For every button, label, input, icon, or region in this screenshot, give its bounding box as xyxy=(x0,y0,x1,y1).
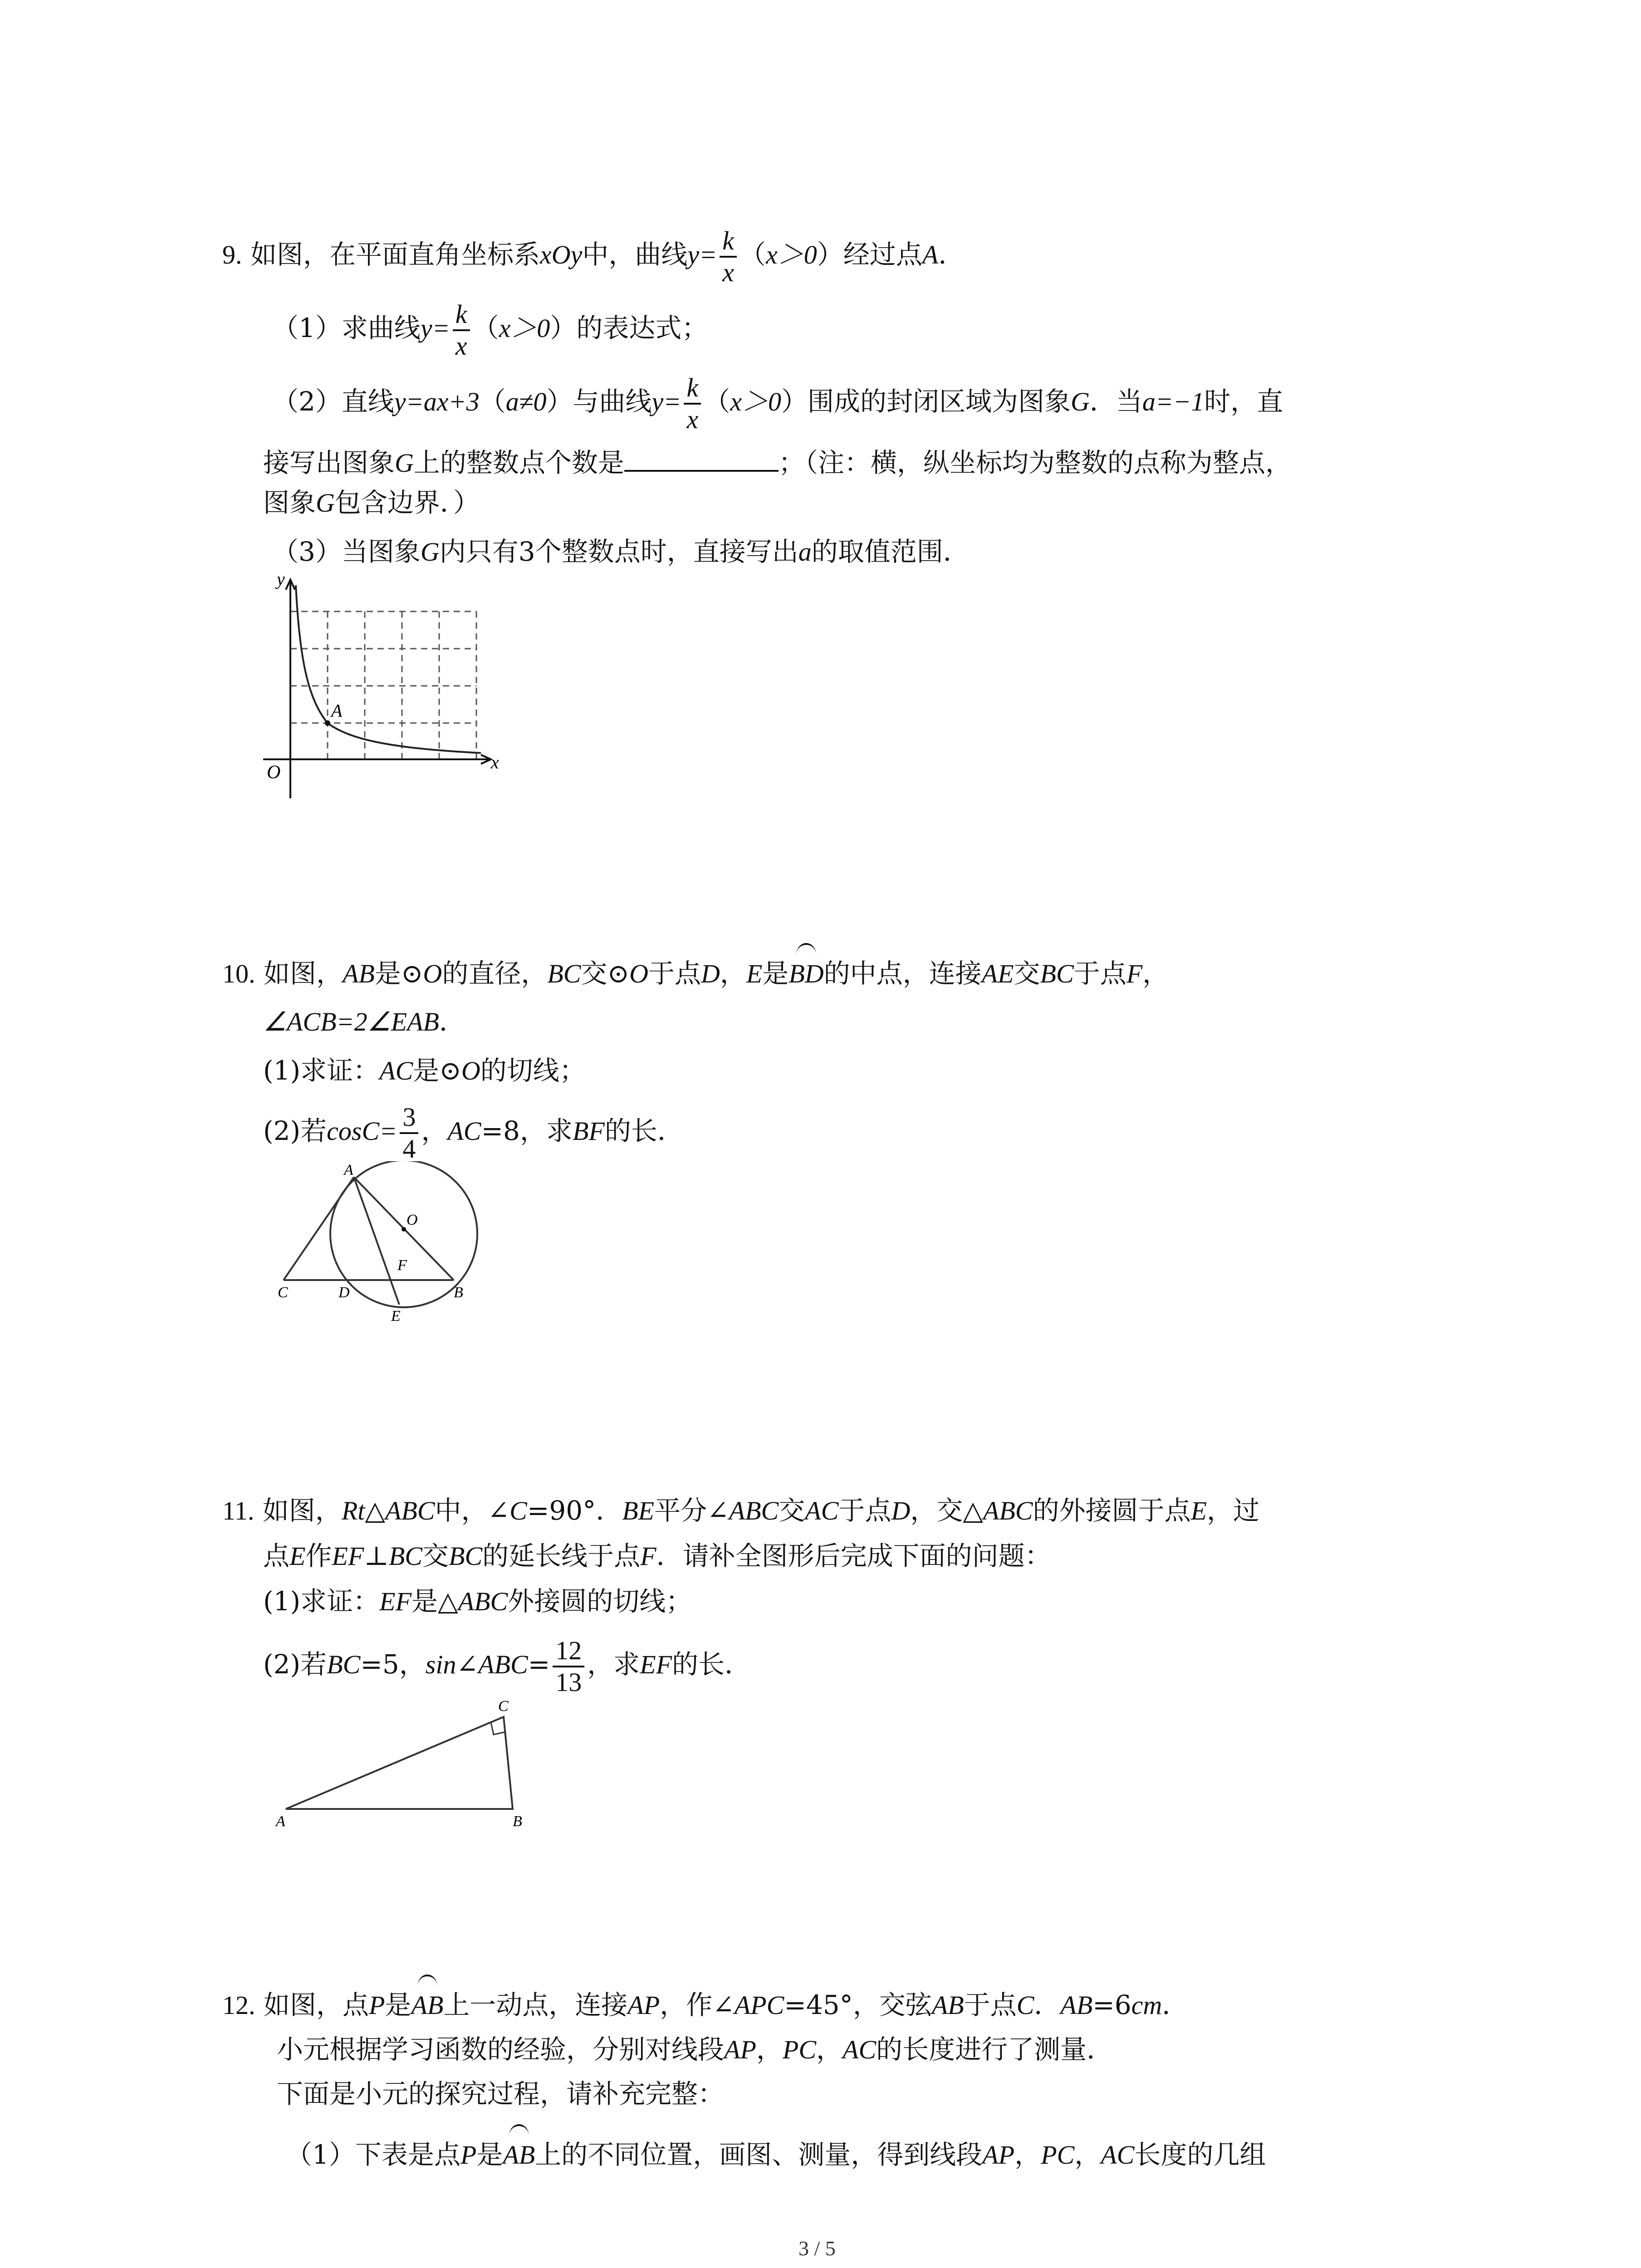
point-A xyxy=(325,720,330,726)
svg-text:A: A xyxy=(344,1162,353,1178)
answer-blank[interactable] xyxy=(624,445,779,472)
q9-part1: （1）求曲线y= $\frac{k}{x}$ （x＞0）的表达式； xyxy=(272,299,708,361)
svg-text:y: y xyxy=(277,569,285,589)
q12-line2: 小元根据学习函数的经验，分别对线段AP，PC，AC的长度进行了测量． xyxy=(277,2034,1113,2065)
q12-line1: 12. 如图，点P是AB上一动点，连接AP，作∠APC=45°，交弦AB于点C．AB=6cm． xyxy=(222,1987,1188,2024)
svg-text:A: A xyxy=(276,1813,285,1830)
arc-BD: BD xyxy=(789,956,823,992)
svg-text:B: B xyxy=(513,1813,522,1830)
q9-figure-hyperbola-grid xyxy=(254,567,508,803)
q12-number: 12. xyxy=(222,1990,255,2020)
svg-text:D: D xyxy=(338,1284,350,1301)
q9-part3: （3）当图象G内只有3个整数点时，直接写出a的取值范围． xyxy=(272,536,970,567)
q11-line1: 11. 如图，Rt△ABC中，∠C=90°．BE平分∠ABC交AC于点D，交△ABC的外接圆于点E，过 xyxy=(222,1495,1259,1526)
svg-text:C: C xyxy=(498,1698,509,1715)
q10-number: 10. xyxy=(222,959,255,988)
svg-text:O: O xyxy=(407,1212,418,1228)
q11-part1: (1)求证：EF是△ABC外接圆的切线； xyxy=(263,1586,692,1617)
q10-part2: (2)若cosC= $\frac{3}{4}$ ，AC=8，求BF的长． xyxy=(263,1102,684,1163)
q10-part1: (1)求证：AC是⊙O的切线； xyxy=(263,1055,586,1086)
q9-part2-line2: 接写出图象G上的整数点个数是 ；（注：横，纵坐标均为整数的点称为整点， xyxy=(263,445,1292,481)
svg-text:x: x xyxy=(491,752,499,772)
q10-line2: ∠ACB=2∠EAB． xyxy=(263,1006,465,1037)
q9-number: 9. xyxy=(222,240,242,270)
q9-part2-line3: 图象G包含边界．） xyxy=(263,487,480,518)
fraction-12-over-13: $\frac{12}{13}$ xyxy=(553,1636,584,1697)
q11-line2: 点E作EF⊥BC交BC的延长线于点F．请补全图形后完成下面的问题： xyxy=(263,1540,1051,1571)
svg-text:O: O xyxy=(267,762,281,783)
q11-part2: (2)若BC=5，sin∠ABC= $\frac{12}{13}$ ，求EF的长． xyxy=(263,1636,751,1697)
q10-line1: 10. 如图，AB是⊙O的直径，BC交⊙O于点D，E是BD的中点，连接AE交BC于点F， xyxy=(222,955,1169,992)
arc-AB: AB xyxy=(503,2137,535,2173)
q11-figure-right-triangle xyxy=(268,1687,585,1837)
fraction-k-over-x: $\frac{k}{x}$ xyxy=(453,299,470,361)
fraction-k-over-x: $\frac{k}{x}$ xyxy=(684,373,701,435)
q12-line3: 下面是小元的探究过程，请补充完整： xyxy=(277,2078,725,2109)
fraction-3-over-4: $\frac{3}{4}$ xyxy=(400,1102,418,1164)
q11-number: 11. xyxy=(222,1496,255,1525)
q9-part2-line1: （2）直线y=ax+3（a≠0）与曲线y= $\frac{k}{x}$ （x＞0）围成的封闭区域为图象G．当a=−1时，直 xyxy=(272,373,1283,434)
q10-figure-circle xyxy=(268,1161,495,1329)
svg-text:E: E xyxy=(391,1308,401,1325)
svg-text:F: F xyxy=(397,1257,407,1274)
arc-AB: AB xyxy=(411,1987,443,2024)
q12-line4: （1）下表是点P是AB上的不同位置，画图、测量，得到线段AP，PC，AC长度的几组 xyxy=(286,2136,1266,2173)
fraction-k-over-x: $\frac{k}{x}$ xyxy=(720,226,737,288)
svg-text:B: B xyxy=(454,1284,463,1301)
page-number: 3 / 5 xyxy=(798,2237,836,2260)
q9-line1: 9. 如图，在平面直角坐标系xOy中，曲线y= $\frac{k}{x}$ （x＞0）经过点A． xyxy=(222,226,965,287)
hyperbola-curve xyxy=(296,585,481,753)
svg-text:A: A xyxy=(331,700,343,721)
svg-text:C: C xyxy=(278,1284,288,1301)
center-O xyxy=(402,1227,406,1232)
